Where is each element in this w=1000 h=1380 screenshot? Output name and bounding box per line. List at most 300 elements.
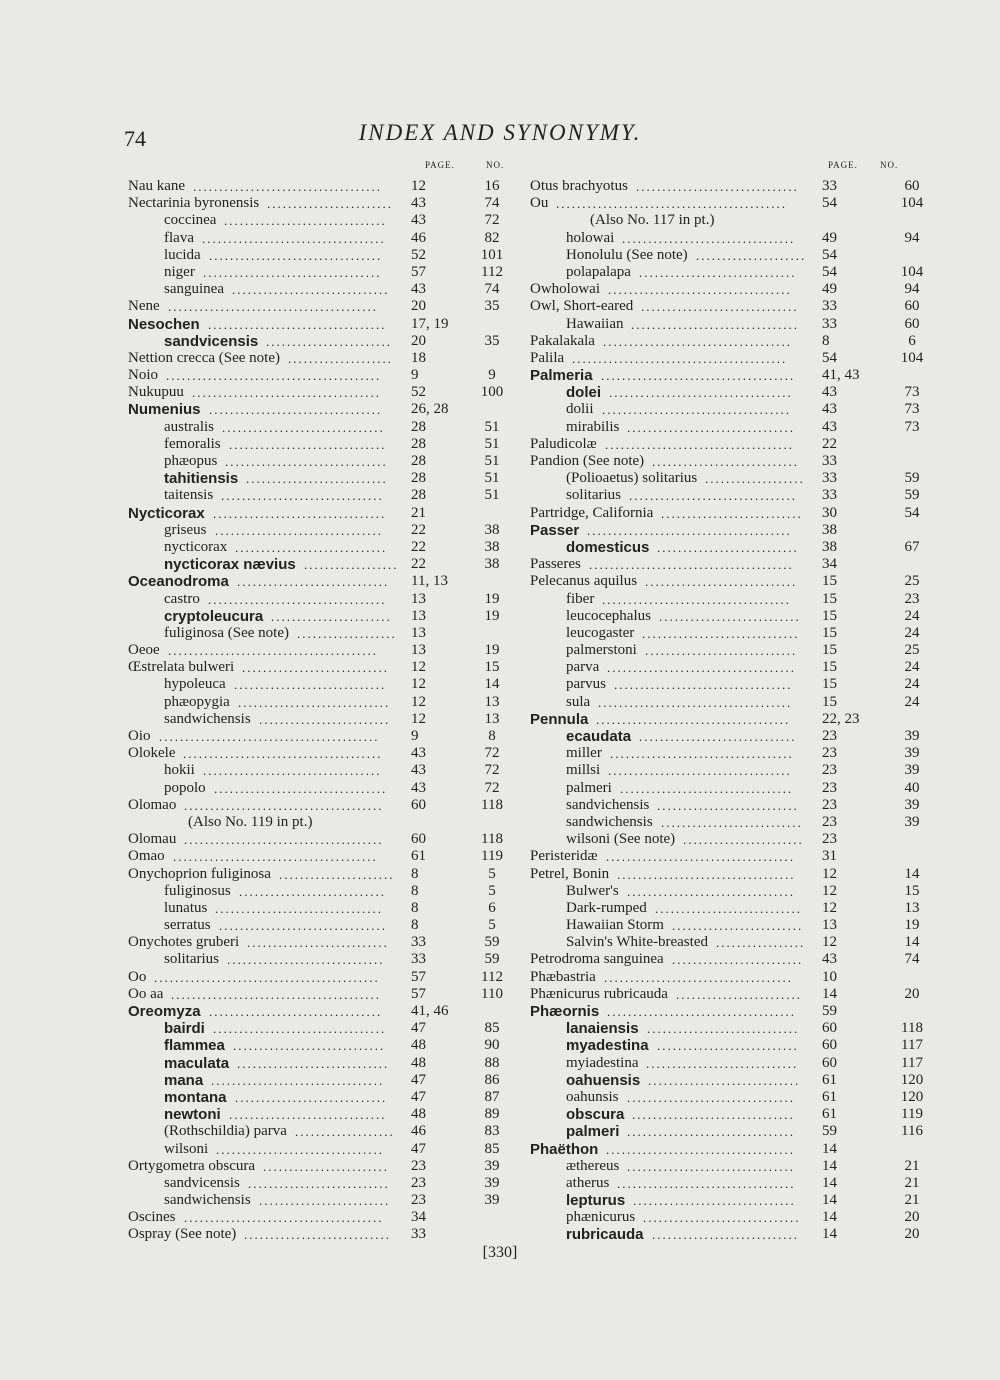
index-entry: [530, 917, 930, 934]
running-title: INDEX AND SYNONYMY.: [358, 120, 642, 145]
leader-dots: .................: [716, 935, 806, 951]
entry-number: 39: [904, 762, 920, 779]
index-entry: [530, 298, 930, 315]
entry-number: 51: [484, 470, 500, 487]
entry-number: 35: [484, 332, 500, 349]
index-entry: [530, 814, 930, 831]
leader-dots: ..................................: [203, 264, 382, 280]
index-entry: [128, 1158, 528, 1175]
leader-dots: ..................................: [617, 866, 796, 882]
index-entry: [128, 676, 528, 693]
leader-dots: ..............................: [641, 299, 799, 315]
entry-name: Partridge, California: [530, 504, 654, 521]
entry-number: 112: [481, 968, 503, 985]
leader-dots: .............................: [233, 1038, 386, 1054]
no-column-label: NO.: [880, 160, 899, 170]
index-entry: [530, 195, 930, 212]
entry-number: 118: [481, 831, 503, 848]
entry-name: Nesochen: [128, 315, 200, 333]
index-entry: [128, 762, 528, 779]
entry-name: niger: [164, 263, 195, 280]
entry-name: phæopygia: [164, 693, 230, 710]
index-entry: [128, 625, 528, 642]
leader-dots: ....................................: [192, 385, 381, 401]
entry-name: Otus brachyotus: [530, 178, 628, 194]
index-entry: [128, 951, 528, 968]
leader-dots: ....................................: [193, 179, 382, 194]
leader-dots: .....................................: [601, 368, 796, 384]
right-entries: [530, 178, 930, 1244]
leader-dots: .................................: [209, 402, 383, 418]
entry-name: nycticorax: [164, 538, 228, 555]
index-entry: [530, 539, 930, 556]
index-entry: [530, 1158, 930, 1175]
entry-name: montana: [164, 1088, 227, 1106]
entry-name: holowai: [566, 229, 615, 246]
leader-dots: ........................: [266, 333, 392, 349]
entry-name: dolii: [566, 401, 594, 418]
entry-page: 43: [822, 401, 837, 418]
entry-number: 23: [904, 590, 920, 607]
entry-number: 101: [480, 246, 504, 263]
entry-name: (Also No. 119 in pt.): [188, 813, 313, 830]
leader-dots: ......................................: [184, 797, 384, 813]
index-entry: [128, 900, 528, 917]
entry-number: 19: [484, 642, 500, 659]
leader-dots: ....................................: [602, 591, 791, 607]
entry-page: 23: [822, 813, 837, 830]
index-entry: [128, 367, 528, 384]
index-entry: [128, 230, 528, 247]
index-entry: [128, 350, 528, 367]
entry-name: lepturus: [566, 1192, 626, 1210]
entry-number: 9: [488, 367, 496, 384]
entry-name: solitarius: [164, 951, 219, 968]
entry-page: 9: [411, 367, 419, 384]
entry-number: 39: [484, 1174, 500, 1191]
index-entry: [128, 212, 528, 229]
index-entry: [530, 659, 930, 676]
entry-page: 57: [411, 985, 426, 1002]
entry-number: 74: [904, 951, 920, 968]
entry-number: 59: [904, 487, 920, 504]
index-column-right: [530, 160, 930, 1244]
index-entry: [128, 264, 528, 281]
entry-name: phænicurus: [566, 1209, 636, 1226]
entry-name: Pelecanus aquilus: [530, 573, 638, 590]
entry-page: 23: [411, 1192, 426, 1209]
leader-dots: ...........................: [661, 505, 803, 521]
entry-number: 38: [484, 538, 500, 555]
entry-page: 18: [411, 349, 426, 366]
leader-dots: ........................: [676, 986, 802, 1002]
leader-dots: ...................................: [608, 282, 792, 298]
leader-dots: ............................: [652, 1227, 799, 1243]
entry-page: 14: [822, 1192, 837, 1209]
entry-page: 20: [411, 332, 426, 349]
index-entry: [128, 1226, 528, 1243]
entry-name: lanaiensis: [566, 1020, 639, 1038]
entry-name: sula: [566, 693, 591, 710]
entry-page: 28: [411, 470, 426, 487]
entry-name: sandwichensis: [164, 710, 251, 727]
index-entry: [128, 436, 528, 453]
entry-name: serratus: [164, 917, 211, 934]
entry-page: 13: [411, 642, 426, 659]
entry-name: australis: [164, 418, 214, 435]
entry-number: 24: [904, 624, 920, 641]
index-entry: [530, 419, 930, 436]
entry-page: 33: [411, 951, 426, 968]
index-entry: [530, 212, 930, 229]
entry-page: 23: [822, 831, 837, 848]
entry-number: 120: [900, 1088, 924, 1105]
entry-page: 15: [822, 624, 837, 641]
index-entry: [530, 453, 930, 470]
entry-page: 14: [822, 1209, 837, 1226]
entry-page: 43: [411, 281, 426, 298]
entry-name: Nettion crecca (See note): [128, 349, 280, 366]
leader-dots: .......................: [271, 608, 392, 624]
entry-page: 43: [411, 195, 426, 212]
entry-name: Phæbastria: [530, 968, 596, 985]
index-entry: [530, 1089, 930, 1106]
entry-name: sanguinea: [164, 281, 224, 298]
entry-name: Noio: [128, 367, 158, 384]
leader-dots: ...........................: [248, 1175, 390, 1191]
entry-number: 118: [901, 1020, 923, 1037]
index-entry: [530, 1055, 930, 1072]
index-entry: [530, 1106, 930, 1123]
entry-number: 21: [904, 1157, 920, 1174]
entry-name: Onychotes gruberi: [128, 934, 240, 951]
entry-number: 51: [484, 418, 500, 435]
leader-dots: .........................: [259, 1193, 391, 1209]
entry-number: 8: [488, 728, 496, 744]
entry-name: parva: [566, 659, 600, 676]
entry-name: æthereus: [566, 1157, 620, 1174]
index-entry: [530, 522, 930, 539]
index-entry: [530, 264, 930, 281]
entry-page: 33: [822, 470, 837, 487]
leader-dots: .............................: [647, 1021, 800, 1037]
leader-dots: ..................................: [203, 763, 382, 779]
entry-name: Salvin's White-breasted: [566, 934, 708, 951]
entry-name: (Polioaetus) solitarius: [566, 470, 698, 487]
entry-number: 87: [484, 1088, 500, 1105]
index-entry: [128, 1192, 528, 1209]
leader-dots: ..................: [304, 557, 399, 573]
entry-name: (Also No. 117 in pt.): [590, 212, 715, 229]
index-entry: [128, 419, 528, 436]
entry-name: palmeri: [566, 779, 612, 796]
leader-dots: .........................................: [166, 368, 382, 384]
leader-dots: .............................: [237, 1055, 390, 1071]
entry-name: myadestina: [566, 1037, 649, 1055]
entry-name: myiadestina: [566, 1054, 639, 1071]
entry-number: 24: [904, 693, 920, 710]
index-entry: [530, 1123, 930, 1140]
entry-page: 41, 43: [822, 367, 860, 384]
entry-page: 12: [822, 934, 837, 951]
entry-page: 43: [822, 418, 837, 435]
entry-page: 15: [822, 659, 837, 676]
entry-page: 48: [411, 1106, 426, 1123]
entry-name: Nene: [128, 298, 160, 315]
entry-page: 61: [822, 1106, 837, 1123]
entry-number: 39: [904, 796, 920, 813]
entry-page: 14: [822, 1226, 837, 1243]
entry-number: 85: [484, 1140, 500, 1157]
index-entry: [128, 1055, 528, 1072]
index-entry: [128, 659, 528, 676]
entry-page: 23: [822, 779, 837, 796]
entry-number: 19: [484, 590, 500, 607]
entry-name: Oo aa: [128, 985, 164, 1002]
entry-number: 110: [481, 985, 503, 1002]
entry-number: 39: [904, 728, 920, 744]
entry-page: 54: [822, 195, 837, 212]
entry-name: sandvichensis: [566, 796, 650, 813]
index-entry: [128, 298, 528, 315]
entry-number: 88: [484, 1054, 500, 1071]
entry-page: 60: [822, 1054, 837, 1071]
leader-dots: .................................: [209, 1004, 383, 1019]
entry-page: 8: [411, 899, 419, 916]
index-entry: [530, 591, 930, 608]
index-entry: [530, 1226, 930, 1243]
index-entry: [128, 745, 528, 762]
leader-dots: ..............................: [643, 1210, 801, 1226]
leader-dots: ................................: [629, 488, 797, 504]
leader-dots: ........................................: [168, 643, 378, 659]
leader-dots: ............................: [244, 1227, 391, 1243]
entry-name: Pennula: [530, 710, 589, 728]
page-footer: [330]: [482, 1244, 518, 1261]
entry-page: 38: [822, 538, 837, 555]
entry-page: 41, 46: [411, 1003, 449, 1019]
entry-page: 15: [822, 573, 837, 590]
entry-page: 49: [822, 281, 837, 298]
entry-name: miller: [566, 745, 602, 762]
entry-page: 33: [822, 298, 837, 315]
entry-name: palmeri: [566, 1123, 620, 1141]
index-entry: [128, 814, 528, 831]
index-entry: [128, 1141, 528, 1158]
entry-name: (Rothschildia) parva: [164, 1123, 287, 1140]
leader-dots: .................................: [214, 780, 388, 796]
entry-page: 52: [411, 384, 426, 401]
leader-dots: .......................................: [587, 522, 792, 538]
index-entry: [128, 505, 528, 522]
leader-dots: ...............................: [222, 419, 385, 435]
entry-number: 20: [904, 985, 920, 1002]
leader-dots: ..................................: [208, 591, 387, 607]
index-entry: [128, 247, 528, 264]
entry-number: 116: [901, 1123, 923, 1140]
entry-name: hokii: [164, 762, 195, 779]
entry-page: 28: [411, 435, 426, 452]
index-entry: [530, 1003, 930, 1020]
index-entry: [530, 436, 930, 453]
index-entry: [128, 539, 528, 556]
index-entry: [128, 608, 528, 625]
index-entry: [128, 1020, 528, 1037]
entry-page: 14: [822, 1140, 837, 1157]
leader-dots: ...............................: [224, 213, 387, 229]
index-entry: [128, 934, 528, 951]
entry-page: 47: [411, 1088, 426, 1105]
leader-dots: ...........................: [657, 1038, 799, 1054]
leader-dots: .................................: [211, 1072, 385, 1088]
leader-dots: ..............................: [227, 952, 385, 968]
leader-dots: ......................................: [184, 832, 384, 848]
entry-page: 43: [411, 745, 426, 762]
entry-number: 24: [904, 676, 920, 693]
leader-dots: ..........................................: [159, 729, 380, 744]
entry-number: 112: [481, 263, 503, 280]
index-entry: [128, 1072, 528, 1089]
entry-page: 48: [411, 1037, 426, 1054]
index-entry: [530, 642, 930, 659]
entry-name: solitarius: [566, 487, 621, 504]
leader-dots: ................................: [627, 419, 795, 435]
leader-dots: .......................................: [173, 849, 378, 865]
index-entry: [530, 883, 930, 900]
entry-page: 21: [411, 504, 426, 521]
entry-name: Oceanodroma: [128, 573, 229, 591]
leader-dots: ...................................: [202, 230, 386, 246]
leader-dots: ....................................: [606, 849, 795, 865]
index-entry: [128, 1209, 528, 1226]
entry-number: 39: [904, 745, 920, 762]
entry-name: Owholowai: [530, 281, 600, 298]
leader-dots: ...........................: [657, 797, 799, 813]
column-header: [530, 160, 930, 178]
entry-page: 22: [411, 538, 426, 555]
leader-dots: .................................: [622, 230, 796, 246]
entry-page: 60: [822, 1020, 837, 1037]
leader-dots: ............................: [652, 454, 799, 469]
entry-page: 43: [822, 384, 837, 401]
entry-name: hypoleuca: [164, 676, 226, 693]
entry-number: 85: [484, 1020, 500, 1037]
leader-dots: ....................................: [603, 333, 792, 349]
entry-number: 94: [904, 281, 920, 298]
entry-number: 73: [904, 418, 920, 435]
index-entry: [128, 694, 528, 711]
leader-dots: ..............................: [229, 436, 387, 452]
index-entry: [128, 969, 528, 986]
entry-number: 118: [481, 796, 503, 813]
entry-page: 12: [411, 659, 426, 676]
entry-number: 60: [904, 178, 920, 194]
entry-number: 86: [484, 1071, 500, 1088]
entry-name: Bulwer's: [566, 882, 619, 899]
entry-name: Palmeria: [530, 367, 593, 385]
entry-name: Palila: [530, 349, 565, 366]
entry-number: 59: [484, 934, 500, 951]
leader-dots: ................................: [627, 1089, 795, 1105]
page-column-label: PAGE.: [828, 160, 858, 170]
entry-name: Ospray (See note): [128, 1226, 237, 1243]
entry-name: sandwichensis: [164, 1192, 251, 1209]
entry-page: 11, 13: [411, 573, 448, 590]
leader-dots: ................................: [219, 918, 387, 934]
index-entry: [128, 487, 528, 504]
index-column-left: [128, 160, 528, 1244]
leader-dots: ....................................: [607, 1004, 796, 1019]
leader-dots: ..............................: [232, 282, 390, 298]
leader-dots: ........................: [263, 1158, 389, 1174]
entry-name: Owl, Short-eared: [530, 298, 634, 315]
entry-name: Oreomyza: [128, 1003, 201, 1020]
entry-name: palmerstoni: [566, 642, 637, 659]
index-entry: [128, 178, 528, 195]
index-entry: [530, 951, 930, 968]
index-entry: [128, 1003, 528, 1020]
leader-dots: .............................: [238, 694, 391, 710]
entry-name: Pakalakala: [530, 332, 595, 349]
index-entry: [128, 1037, 528, 1054]
entry-name: Dark-rumped: [566, 899, 647, 916]
leader-dots: .................................: [620, 780, 794, 796]
entry-page: 31: [822, 848, 837, 865]
entry-number: 20: [904, 1226, 920, 1243]
entry-page: 59: [822, 1123, 837, 1140]
leader-dots: ..............................: [229, 1107, 387, 1123]
entry-name: Numenius: [128, 401, 201, 419]
entry-page: 43: [411, 762, 426, 779]
index-entry: [530, 780, 930, 797]
entry-page: 12: [822, 882, 837, 899]
entry-number: 60: [904, 298, 920, 315]
entry-page: 22: [411, 521, 426, 538]
index-entry: [128, 556, 528, 573]
entry-number: 20: [904, 1209, 920, 1226]
entry-name: rubricauda: [566, 1226, 644, 1244]
entry-page: 30: [822, 504, 837, 521]
entry-name: Phæornis: [530, 1003, 600, 1020]
leader-dots: ................................: [627, 1124, 795, 1140]
entry-page: 61: [822, 1071, 837, 1088]
entry-page: 15: [822, 693, 837, 710]
entry-page: 23: [822, 728, 837, 744]
entry-page: 9: [411, 728, 419, 744]
entry-number: 38: [484, 556, 500, 573]
leader-dots: ....................................: [605, 436, 794, 452]
entry-page: 43: [411, 779, 426, 796]
entry-number: 6: [488, 899, 496, 916]
entry-number: 94: [904, 229, 920, 246]
entry-number: 24: [904, 607, 920, 624]
leader-dots: ...........................: [659, 608, 801, 624]
entry-number: 40: [904, 779, 920, 796]
entry-number: 59: [484, 951, 500, 968]
entry-number: 39: [484, 1157, 500, 1174]
entry-page: 23: [822, 745, 837, 762]
leader-dots: ............................: [242, 660, 389, 676]
entry-page: 46: [411, 1123, 426, 1140]
entry-name: fiber: [566, 590, 595, 607]
index-entry: [530, 745, 930, 762]
entry-name: Onychoprion fuliginosa: [128, 865, 271, 882]
entry-name: Phænicurus rubricauda: [530, 985, 668, 1002]
entry-page: 33: [411, 934, 426, 951]
entry-page: 60: [822, 1037, 837, 1054]
entry-page: 61: [822, 1088, 837, 1105]
leader-dots: ...........................................: [154, 969, 380, 985]
